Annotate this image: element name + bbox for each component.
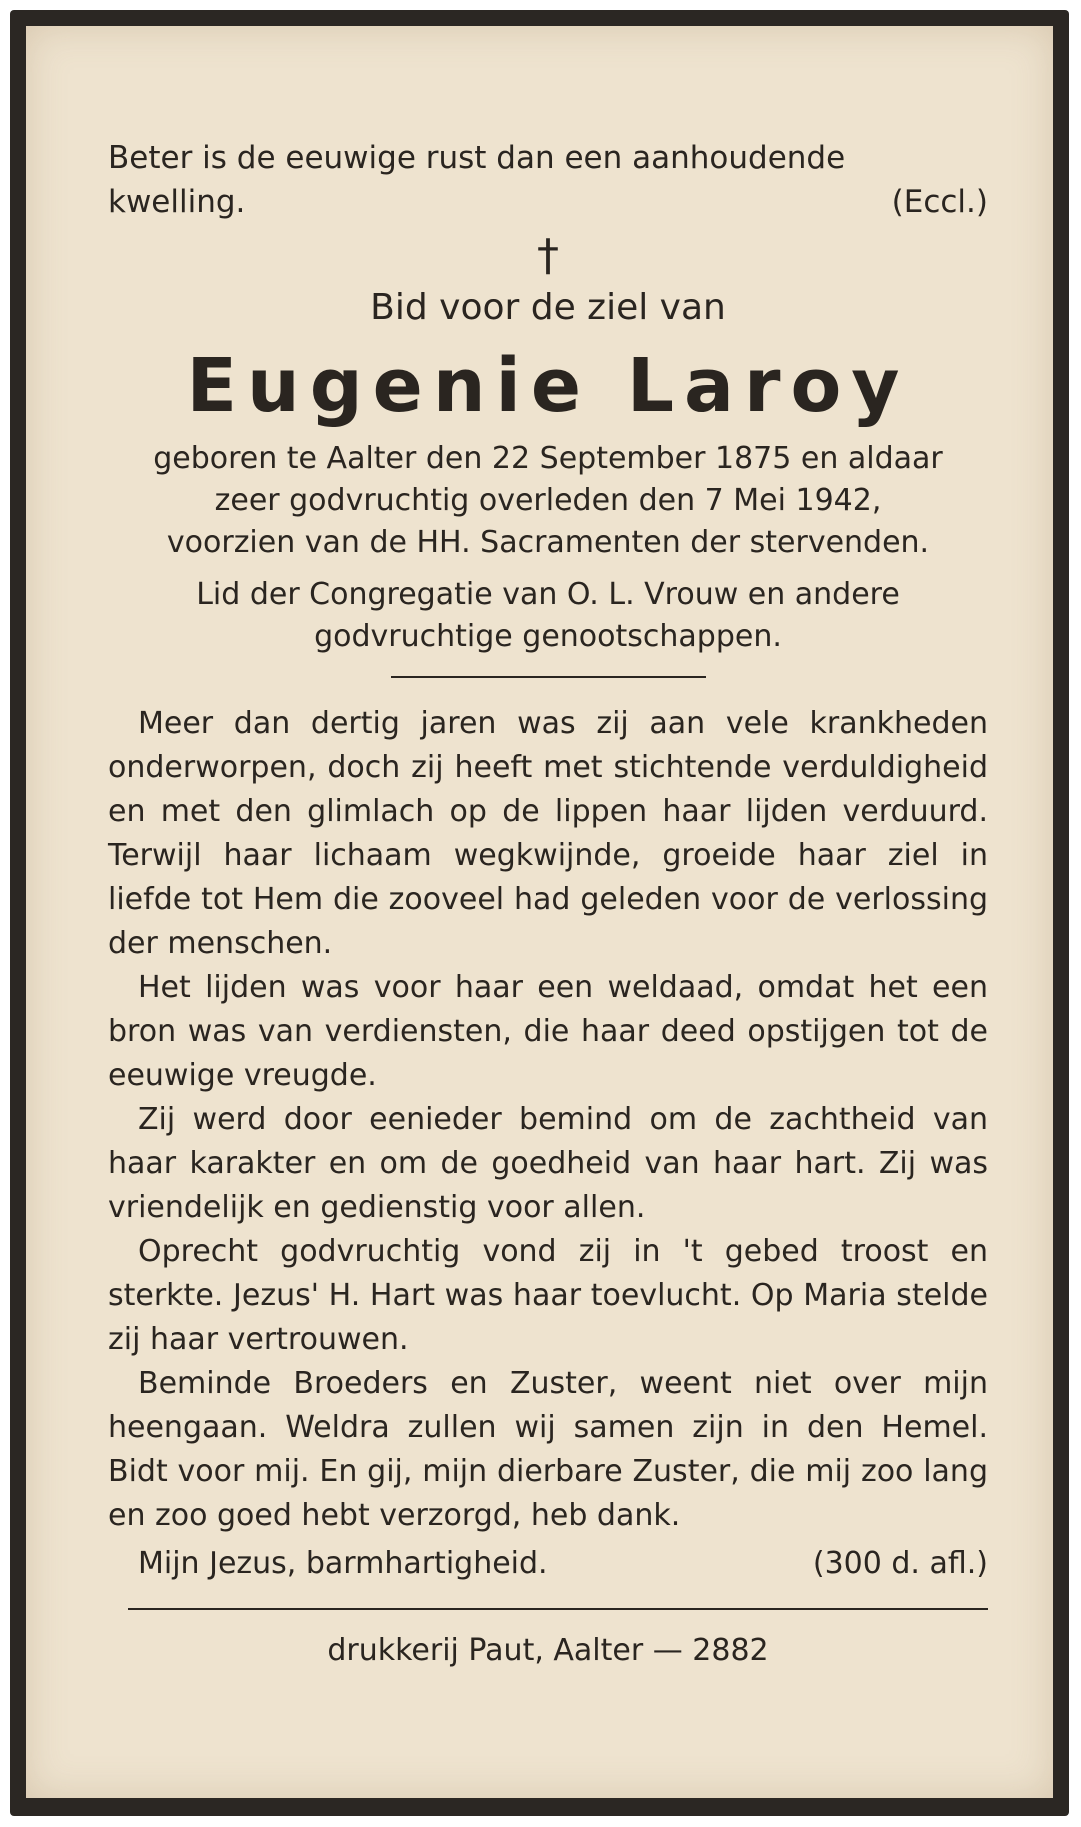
cross-icon: † xyxy=(537,230,559,281)
paragraph-2: Het lijden was voor haar een weldaad, omdat het een bron was van verdiensten, die haar deed opstijgen tot de eeuwige vreugde. xyxy=(108,970,988,1093)
motto-line-1: Beter is de eeuwige rust dan een aanhoudende xyxy=(108,140,846,176)
biography-line-2: zeer godvruchtig overleden den 7 Mei 1942, xyxy=(214,483,882,518)
biography-line-3: voorzien van de HH. Sacramenten der stervenden. xyxy=(166,525,930,560)
card-paper xyxy=(26,26,1053,1798)
motto-line-2-text: kwelling. xyxy=(108,184,246,220)
paragraph-1: Meer dan dertig jaren was zij aan vele krankheden onderworpen, doch zij heeft met stichtende verduldigheid en met den glimlach op de lippen haar lijden verduurd. Terwijl haar lichaam wegkwijnde, groeide haar ziel in liefde tot Hem die zooveel had geleden voor de verlossing der menschen. xyxy=(108,706,988,961)
divider-short xyxy=(391,676,706,678)
motto-line-2 xyxy=(108,180,988,224)
membership-line-1: Lid der Congregatie van O. L. Vrouw en andere xyxy=(196,577,900,612)
prayer-heading: Bid voor de ziel van xyxy=(370,287,726,328)
paragraph-5: Beminde Broeders en Zuster, weent niet over mijn heengaan. Weldra zullen wij samen zijn in den Hemel. Bidt voor mij. En gij, mijn dierbare Zuster, die mij zoo lang en zoo goed hebt verzorgd, heb dank. xyxy=(108,1366,988,1533)
divider-long xyxy=(128,1608,988,1610)
paragraph-3: Zij werd door eenieder bemind om de zachtheid van haar karakter en om de goedheid van haar hart. Zij was vriendelijk en gedienstig voor allen. xyxy=(108,1102,988,1225)
closing-prayer: Mijn Jezus, barmhartigheid. xyxy=(138,1546,548,1581)
biography-line-1: geboren te Aalter den 22 September 1875 en aldaar xyxy=(153,441,943,476)
closing-line xyxy=(108,1542,988,1586)
printer-credit: drukkerij Paut, Aalter — 2882 xyxy=(327,1633,769,1668)
motto-source: (Eccl.) xyxy=(891,184,988,220)
paragraph-4: Oprecht godvruchtig vond zij in 't gebed troost en sterkte. Jezus' H. Hart was haar toevlucht. Op Maria stelde zij haar vertrouwen. xyxy=(108,1234,988,1357)
memorial-card xyxy=(10,10,1069,1816)
membership-line-2: godvruchtige genootschappen. xyxy=(314,619,782,654)
deceased-name: Eugenie Laroy xyxy=(186,343,910,429)
indulgence-note: (300 d. afl.) xyxy=(812,1546,988,1581)
card-content xyxy=(108,136,988,1672)
